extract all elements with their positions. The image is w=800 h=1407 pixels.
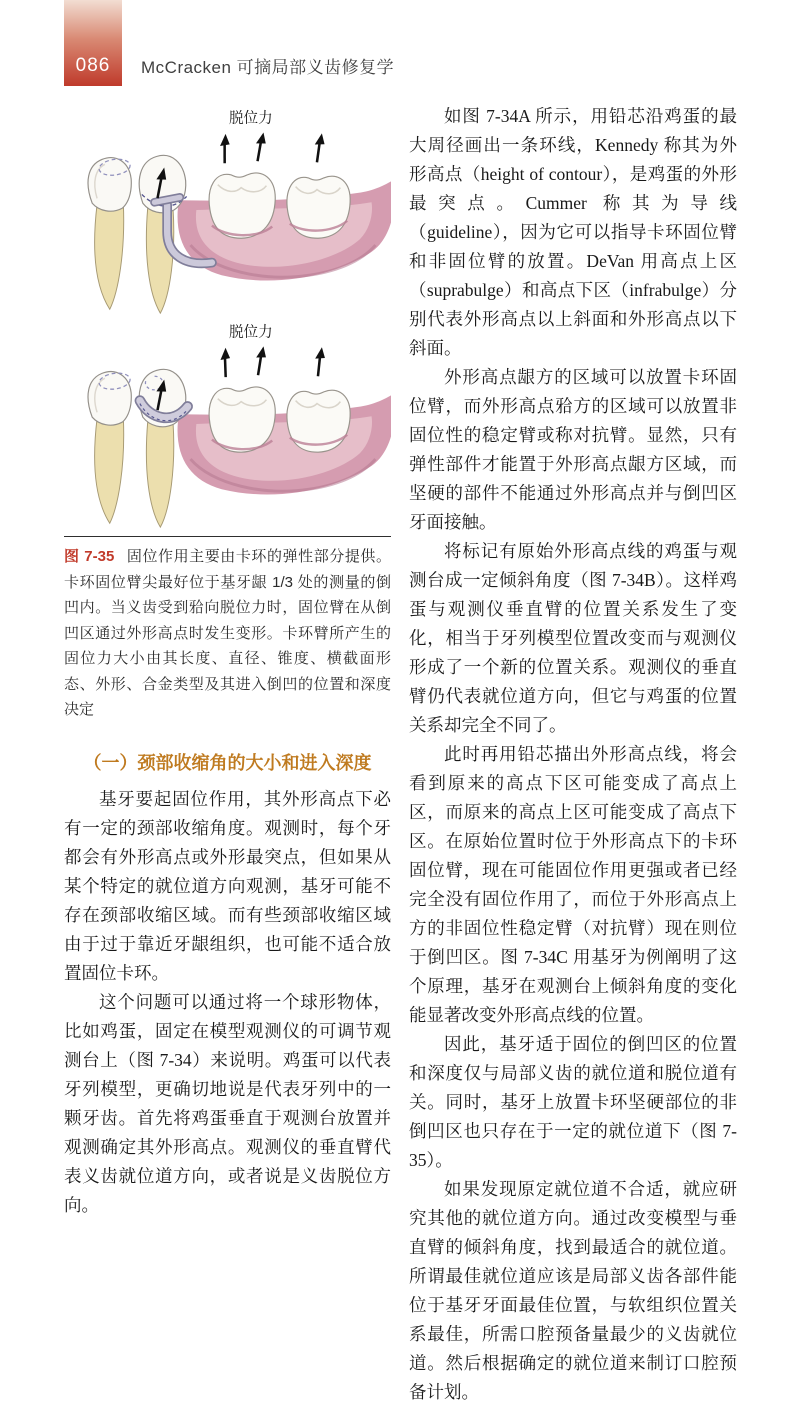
right-paragraph-3: 将标记有原始外形高点线的鸡蛋与观测台成一定倾斜角度（图 7-34B）。这样鸡蛋与观测仪垂直臂的位置关系发生了变化，相当于牙列模型位置改变而与观测仪形成了一个新的位置关系。观测仪的垂直臂仍代表就位道方向，但它与鸡蛋的位置关系却完全不同了。 (409, 541, 737, 735)
dislodging-force-arrows-bottom (219, 346, 325, 378)
right-column (409, 102, 737, 1407)
page-number-block (64, 0, 122, 86)
figure-caption (64, 544, 391, 723)
page-number: 086 (75, 55, 111, 76)
book-title-header: McCracken 可摘局部义齿修复学 (141, 58, 395, 77)
right-paragraph-4: 此时再用铅芯描出外形高点线，将会看到原来的高点下区可能变成了高点上区，而原来的高点上区可能变成了高点下区。在原始位置时位于外形高点下的卡环固位臂，现在可能固位作用更强或者已经完全没有固位作用了，而位于外形高点上方的非固位性稳定臂（对抗臂）现在则位于倒凹区。图 7-34C 用基牙为例阐明了这个原理，基牙在观测台上倾斜角度的变化能显著改变外形高点线的位置。 (409, 744, 737, 1025)
right-paragraph-5: 因此，基牙适于固位的倒凹区的位置和深度仅与局部义齿的就位道和脱位道有关。同时，基牙上放置卡环坚硬部位的非倒凹区也只存在于一定的就位道下（图 7-35）。 (409, 1034, 737, 1170)
dislodging-force-label-top: 脱位力 (228, 110, 273, 127)
left-paragraph-2: 这个问题可以通过将一个球形物体，比如鸡蛋，固定在模型观测仪的可调节观测台上（图 7-34）来说明。鸡蛋可以代表牙列模型，更确切地说是代表牙列中的一颗牙齿。首先将鸡蛋垂直于观测台放置并观测确定其外形高点。观测仪的垂直臂代表义齿就位道方向，或者说是义齿脱位方向。 (64, 991, 391, 1215)
figure-7-35-top-illustration (64, 104, 391, 318)
figure-7-35-bottom-illustration (64, 318, 391, 530)
figure-caption-tag: 图 7-35 (64, 548, 115, 565)
right-paragraph-2: 外形高点龈方的区域可以放置卡环固位臂，而外形高点𬌗方的区域可以放置非固位性的稳定臂或称对抗臂。显然，只有弹性部件才能置于外形高点龈方区域，而坚硬的部件不能通过外形高点并与倒凹区牙面接触。 (409, 367, 737, 532)
section-heading: （一）颈部收缩角的大小和进入深度 (83, 752, 372, 773)
right-paragraph-1: 如图 7-34A 所示，用铅芯沿鸡蛋的最大周径画出一条环线，Kennedy 称其为外形高点（height of contour），是鸡蛋的外形最突点。Cummer 称其为导线（guideline），因为它可以指导卡环固位臂和非固位臂的放置。DeVan 用高点上区（suprabulge）和高点下区（infrabulge）分别代表外形高点以上斜面和外形高点以下斜面。 (409, 106, 737, 358)
figure-caption-divider (64, 536, 391, 537)
figure-caption-text: 固位作用主要由卡环的弹性部分提供。卡环固位臂尖最好位于基牙龈 1/3 处的测量的倒凹内。当义齿受到𬌗向脱位力时，固位臂在从倒凹区通过外形高点时发生变形。卡环臂所产生的固位力大小由其长度、直径、锥度、横截面形态、外形、合金类型及其进入倒凹的位置和深度决定 (64, 548, 391, 718)
dislodging-force-label-bottom: 脱位力 (228, 324, 273, 341)
left-paragraph-1: 基牙要起固位作用，其外形高点下必有一定的颈部收缩角度。观测时，每个牙都会有外形高点或外形最突点，但如果从某个特定的就位道方向观测，基牙可能不存在颈部收缩区域。而有些颈部收缩区域由于过于靠近牙龈组织，也可能不适合放置固位卡环。 (64, 788, 391, 983)
left-column (64, 104, 391, 1220)
dislodging-force-arrows-top (219, 132, 325, 164)
right-paragraph-6: 如果发现原定就位道不合适，就应研究其他的就位道方向。通过改变模型与垂直臂的倾斜角度，找到最适合的就位道。所谓最佳就位道应该是局部义齿各部件能位于基牙牙面最佳位置，与软组织位置关系最佳，所需口腔预备量最少的义齿就位道。然后根据确定的就位道来制订口腔预备计划。 (409, 1179, 737, 1402)
